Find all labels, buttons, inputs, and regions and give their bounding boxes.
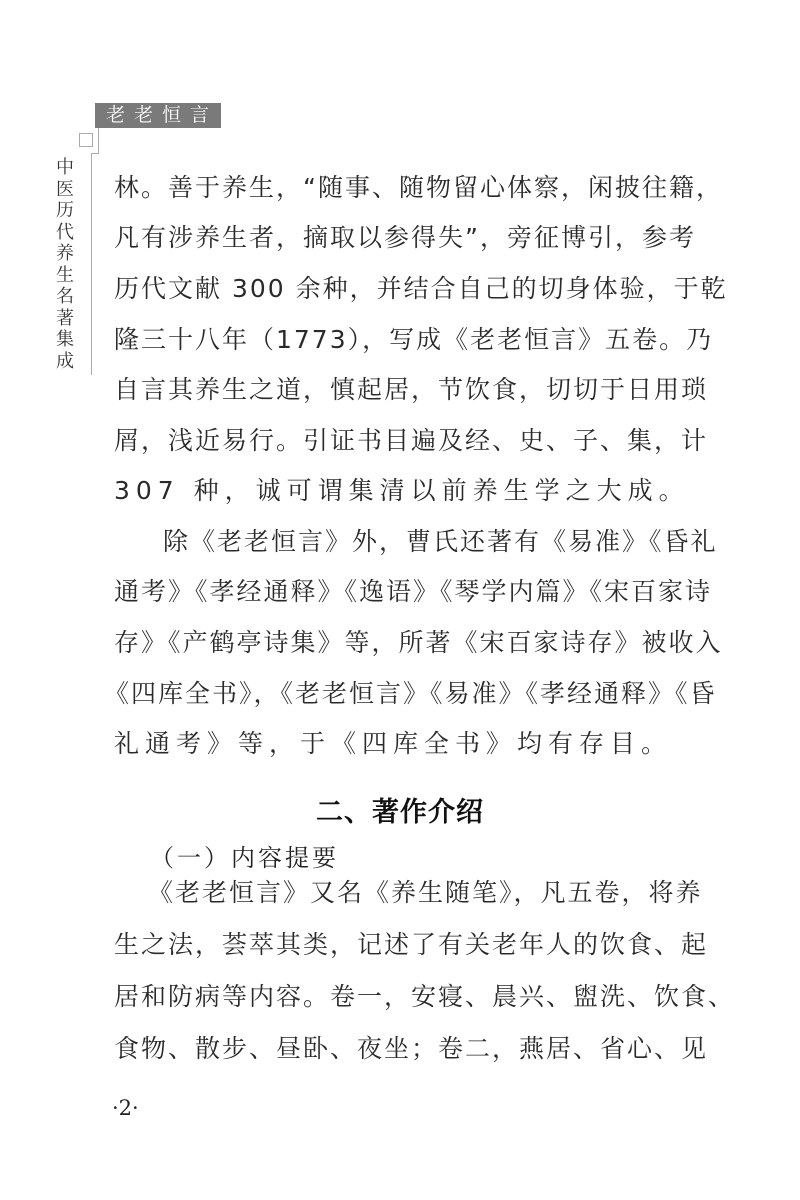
- text-line: 食物、散步、昼卧、夜坐；卷二，燕居、省心、见: [114, 1034, 709, 1063]
- series-char: 养: [56, 243, 74, 264]
- series-title-vertical: [54, 157, 76, 372]
- text-line: 历代文献 300 余种，并结合自己的切身体验，于乾: [114, 274, 728, 303]
- series-char: 名: [56, 286, 74, 307]
- series-char: 生: [56, 264, 74, 286]
- series-char: 著: [56, 307, 74, 329]
- corner-ornament: [79, 133, 93, 147]
- text-line: 凡有涉养生者，摘取以参得失”，旁征博引，参考: [114, 223, 696, 252]
- text-line: 礼通考》等，于《四库全书》均有存目。: [114, 729, 673, 758]
- series-char: 集: [56, 329, 74, 350]
- margin-rule-top: [91, 153, 99, 154]
- text-line: 《四库全书》，《老老恒言》《易准》《孝经通释》《昏: [104, 679, 717, 708]
- series-char: 中: [56, 157, 74, 178]
- text-line: 林。善于养生，“随事、随物留心体察，闲披往籍，: [114, 173, 723, 202]
- text-line: 通考》《孝经通释》《逸语》《琴学内篇》《宋百家诗: [114, 577, 713, 606]
- running-head-title: 老老恒言: [95, 103, 221, 128]
- text-line: 屑，浅近易行。引证书目遍及经、史、子、集，计: [114, 426, 709, 455]
- section-heading: 二、著作介绍: [316, 797, 484, 828]
- text-line: 隆三十八年（1773），写成《老老恒言》五卷。乃: [114, 325, 714, 354]
- text-line: 存》《产鹤亭诗集》等，所著《宋百家诗存》被收入: [114, 628, 723, 657]
- text-line: 生之法，荟萃其类，记述了有关老年人的饮食、起: [114, 930, 709, 959]
- corner-ornament-line: [98, 128, 99, 153]
- text-line: 自言其养生之道，慎起居，节饮食，切切于日用琐: [114, 375, 709, 404]
- text-line: 《老老恒言》又名《养生随笔》，凡五卷，将养: [148, 878, 703, 907]
- series-char: 医: [56, 178, 74, 200]
- subsection-heading: （一）内容提要: [150, 844, 339, 872]
- series-char: 成: [56, 350, 74, 372]
- text-line: 除《老老恒言》外，曹氏还著有《易准》《昏礼: [163, 527, 718, 556]
- text-line: 307 种，诚可谓集清以前养生学之大成。: [114, 476, 690, 505]
- series-char: 历: [56, 200, 74, 221]
- margin-rule: [91, 153, 92, 375]
- series-char: 代: [56, 221, 74, 243]
- text-line: 居和防病等内容。卷一，安寝、晨兴、盥洗、饮食、: [114, 982, 736, 1011]
- page-number: ·2·: [112, 1096, 139, 1120]
